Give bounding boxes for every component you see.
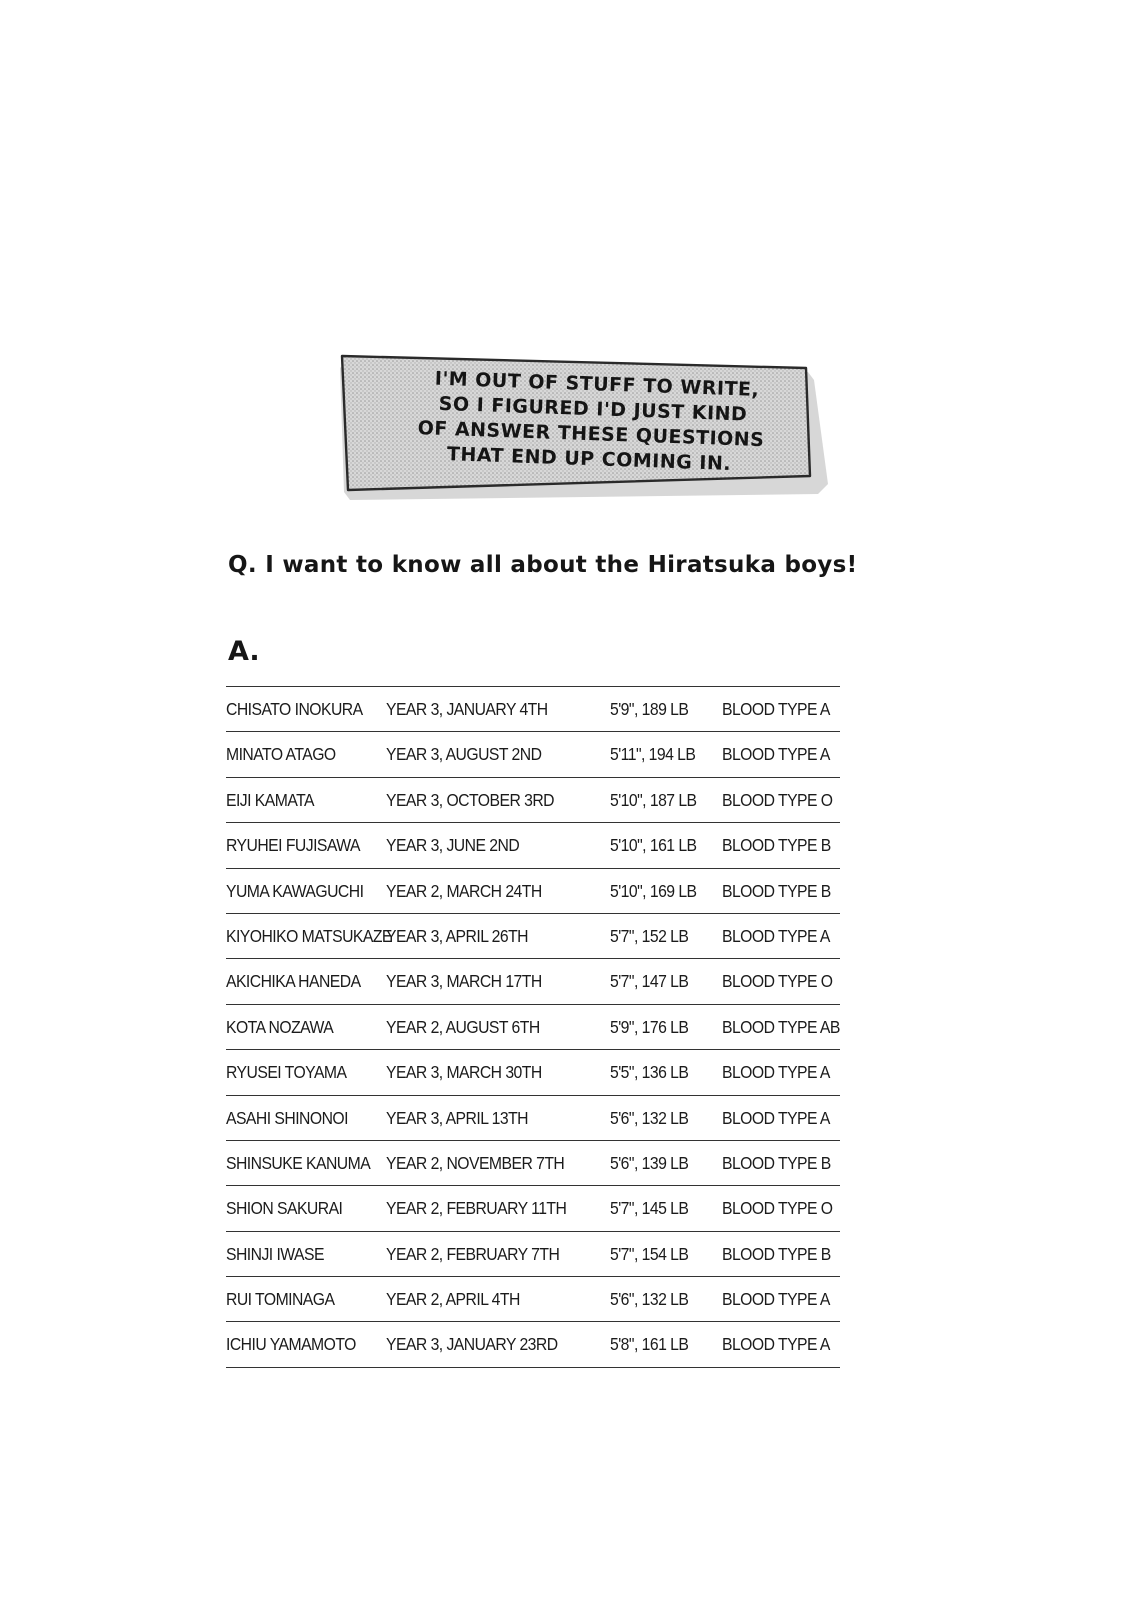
year-birthday: YEAR 2, FEBRUARY 7TH <box>386 1243 560 1264</box>
height-weight: 5'6", 132 LB <box>610 1107 689 1128</box>
height-weight: 5'7", 145 LB <box>610 1198 689 1219</box>
height-weight: 5'9", 176 LB <box>610 1016 689 1037</box>
character-name: EIJI KAMATA <box>226 789 315 810</box>
table-row <box>226 1004 840 1049</box>
height-weight: 5'10", 187 LB <box>610 789 697 810</box>
note-line: SO I FIGURED I'D JUST KIND <box>438 392 748 426</box>
character-name: KIYOHIKO MATSUKAZE <box>226 925 392 946</box>
table-row <box>226 731 840 776</box>
blood-type: BLOOD TYPE B <box>722 1152 831 1173</box>
blood-type: BLOOD TYPE B <box>722 835 831 856</box>
character-name: AKICHIKA HANEDA <box>226 971 361 992</box>
height-weight: 5'10", 169 LB <box>610 880 697 901</box>
blood-type: BLOOD TYPE A <box>722 1289 830 1310</box>
year-birthday: YEAR 3, AUGUST 2ND <box>386 744 542 765</box>
note-line: THAT END UP COMING IN. <box>446 443 732 476</box>
blood-type: BLOOD TYPE A <box>722 744 830 765</box>
character-name: YUMA KAWAGUCHI <box>226 880 364 901</box>
year-birthday: YEAR 2, FEBRUARY 11TH <box>386 1198 567 1219</box>
note-line: OF ANSWER THESE QUESTIONS <box>417 417 765 452</box>
blood-type: BLOOD TYPE A <box>722 1107 830 1128</box>
character-name: SHION SAKURAI <box>226 1198 343 1219</box>
blood-type: BLOOD TYPE O <box>722 1198 833 1219</box>
height-weight: 5'7", 147 LB <box>610 971 689 992</box>
blood-type: BLOOD TYPE B <box>722 880 831 901</box>
character-name: SHINJI IWASE <box>226 1243 324 1264</box>
height-weight: 5'10", 161 LB <box>610 835 697 856</box>
table-row <box>226 1276 840 1321</box>
blood-type: BLOOD TYPE AB <box>722 1016 840 1037</box>
table-row <box>226 777 840 822</box>
height-weight: 5'7", 154 LB <box>610 1243 689 1264</box>
year-birthday: YEAR 3, APRIL 26TH <box>386 925 529 946</box>
blood-type: BLOOD TYPE A <box>722 699 830 719</box>
height-weight: 5'8", 161 LB <box>610 1334 689 1355</box>
note-text <box>340 367 834 476</box>
blood-type: BLOOD TYPE A <box>722 1062 830 1083</box>
character-name: RUI TOMINAGA <box>226 1289 335 1310</box>
character-name: KOTA NOZAWA <box>226 1016 334 1037</box>
year-birthday: YEAR 3, JUNE 2ND <box>386 835 520 856</box>
character-name: SHINSUKE KANUMA <box>226 1152 371 1173</box>
year-birthday: YEAR 3, JANUARY 23RD <box>386 1334 558 1355</box>
year-birthday: YEAR 2, APRIL 4TH <box>386 1289 520 1310</box>
height-weight: 5'7", 152 LB <box>610 925 689 946</box>
year-birthday: YEAR 3, JANUARY 4TH <box>386 699 548 719</box>
table-row <box>226 868 840 913</box>
year-birthday: YEAR 2, AUGUST 6TH <box>386 1016 540 1037</box>
author-note-box <box>340 348 834 504</box>
table-row <box>226 1185 840 1230</box>
table-row <box>226 686 840 731</box>
year-birthday: YEAR 3, APRIL 13TH <box>386 1107 529 1128</box>
blood-type: BLOOD TYPE A <box>722 925 830 946</box>
table-row <box>226 1140 840 1185</box>
question-heading: Q. I want to know all about the Hiratsuka boys! <box>228 552 858 578</box>
blood-type: BLOOD TYPE O <box>722 971 833 992</box>
table-row <box>226 1231 840 1276</box>
character-name: ASAHI SHINONOI <box>226 1107 348 1128</box>
table-row <box>226 1095 840 1140</box>
character-name: MINATO ATAGO <box>226 744 336 765</box>
character-profile-table <box>226 686 840 1368</box>
blood-type: BLOOD TYPE O <box>722 789 833 810</box>
table-row <box>226 913 840 958</box>
year-birthday: YEAR 3, MARCH 30TH <box>386 1062 542 1083</box>
year-birthday: YEAR 3, MARCH 17TH <box>386 971 542 992</box>
character-name: ICHIU YAMAMOTO <box>226 1334 356 1355</box>
year-birthday: YEAR 3, OCTOBER 3RD <box>386 789 555 810</box>
blood-type: BLOOD TYPE B <box>722 1243 831 1264</box>
height-weight: 5'6", 132 LB <box>610 1289 689 1310</box>
table-row <box>226 1049 840 1094</box>
height-weight: 5'9", 189 LB <box>610 699 689 719</box>
character-name: RYUSEI TOYAMA <box>226 1062 347 1083</box>
character-name: RYUHEI FUJISAWA <box>226 835 360 856</box>
year-birthday: YEAR 2, MARCH 24TH <box>386 880 542 901</box>
height-weight: 5'6", 139 LB <box>610 1152 689 1173</box>
table-row <box>226 822 840 867</box>
table-row <box>226 1321 840 1368</box>
note-line: I'M OUT OF STUFF TO WRITE, <box>434 367 760 402</box>
height-weight: 5'11", 194 LB <box>610 744 696 765</box>
table-row <box>226 958 840 1003</box>
height-weight: 5'5", 136 LB <box>610 1062 689 1083</box>
blood-type: BLOOD TYPE A <box>722 1334 830 1355</box>
year-birthday: YEAR 2, NOVEMBER 7TH <box>386 1152 565 1173</box>
character-name: CHISATO INOKURA <box>226 699 363 719</box>
answer-label: A. <box>228 636 260 667</box>
